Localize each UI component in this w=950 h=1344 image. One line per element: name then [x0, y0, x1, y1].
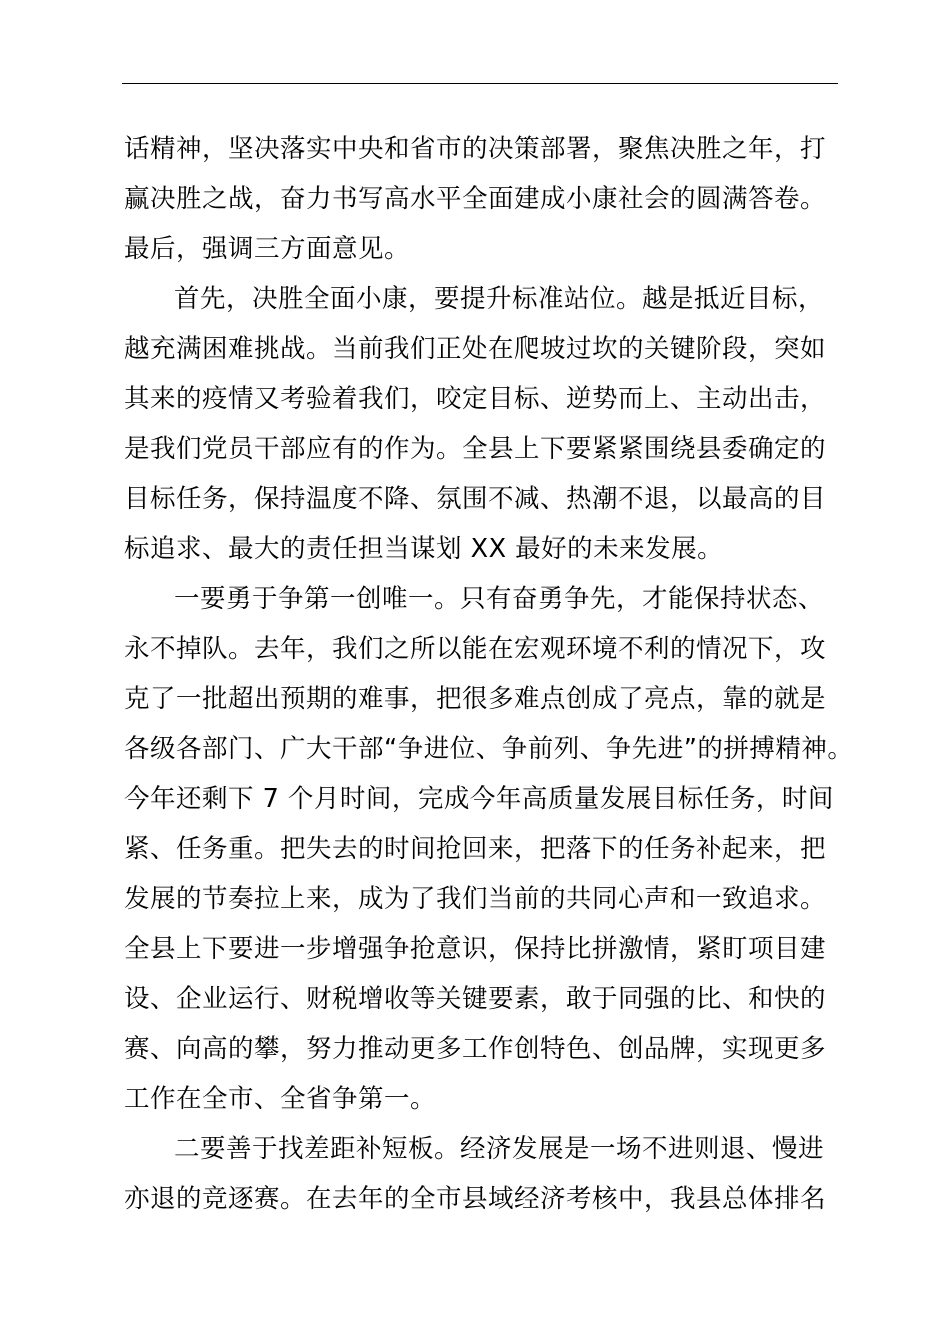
- text-line: 工作在全市、全省争第一。: [124, 1084, 437, 1114]
- text-line: 设、企业运行、财税增收等关键要素，敢于同强的比、和快的: [124, 984, 827, 1014]
- text-line: 克了一批超出预期的难事，把很多难点创成了亮点，靠的就是: [124, 684, 827, 714]
- text-line: 永不掉队。去年，我们之所以能在宏观环境不利的情况下，攻: [124, 634, 827, 664]
- text-line: 全县上下要进一步增强争抢意识，保持比拼激情，紧盯项目建: [124, 934, 827, 964]
- text-line: 今年还剩下 7 个月时间，完成今年高质量发展目标任务，时间: [124, 784, 834, 814]
- text-line: 各级各部门、广大干部“争进位、争前列、争先进”的拼搏精神。: [124, 734, 854, 764]
- text-line: 目标任务，保持温度不降、氛围不减、热潮不退，以最高的目: [124, 484, 827, 514]
- text-line: 亦退的竞逐赛。在去年的全市县域经济考核中，我县总体排名: [124, 1184, 827, 1214]
- text-line: 发展的节奏拉上来，成为了我们当前的共同心声和一致追求。: [124, 884, 827, 914]
- text-line: 最后，强调三方面意见。: [124, 234, 411, 264]
- text-line: 其来的疫情又考验着我们，咬定目标、逆势而上、主动出击，: [124, 384, 827, 414]
- text-line: 标追求、最大的责任担当谋划 XX 最好的未来发展。: [124, 534, 724, 564]
- paragraph-first-line: 二要善于找差距补短板。经济发展是一场不进则退、慢进: [174, 1134, 825, 1164]
- header-rule: [122, 83, 838, 84]
- text-line: 赛、向高的攀，努力推动更多工作创特色、创品牌，实现更多: [124, 1034, 827, 1064]
- text-line: 紧、任务重。把失去的时间抢回来，把落下的任务补起来，把: [124, 834, 827, 864]
- text-line: 越充满困难挑战。当前我们正处在爬坡过坎的关键阶段，突如: [124, 334, 827, 364]
- paragraph-first-line: 首先，决胜全面小康，要提升标准站位。越是抵近目标，: [174, 284, 825, 314]
- text-line: 话精神，坚决落实中央和省市的决策部署，聚焦决胜之年，打: [124, 134, 827, 164]
- paragraph-first-line: 一要勇于争第一创唯一。只有奋勇争先，才能保持状态、: [174, 584, 825, 614]
- text-line: 是我们党员干部应有的作为。全县上下要紧紧围绕县委确定的: [124, 434, 827, 464]
- text-line: 赢决胜之战，奋力书写高水平全面建成小康社会的圆满答卷。: [124, 184, 827, 214]
